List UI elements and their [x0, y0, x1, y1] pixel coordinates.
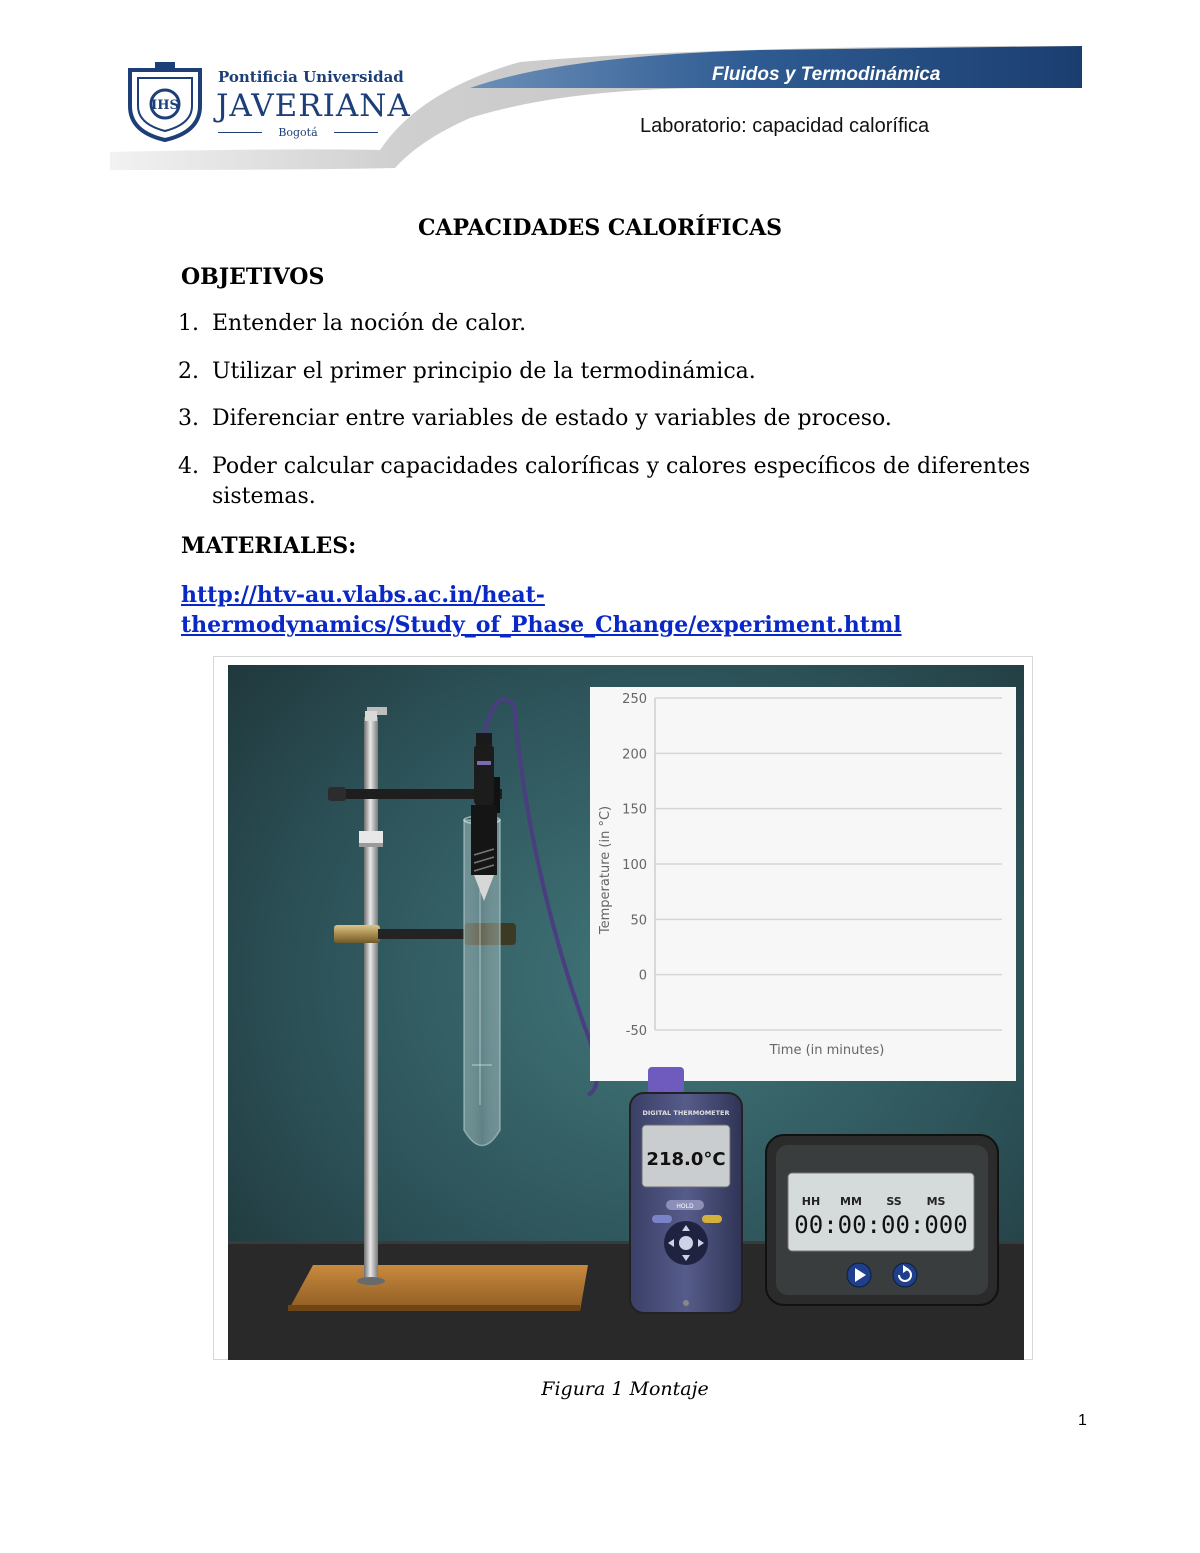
thermometer-hold-label: HOLD [676, 1203, 694, 1210]
objective-item [178, 454, 1030, 479]
objective-number: 3. [178, 406, 199, 431]
stopwatch [766, 1135, 998, 1305]
timer-unit-label: SS [886, 1195, 902, 1208]
thermometer-reading: 218.0°C [646, 1149, 726, 1170]
objective-text-continuation: sistemas. [212, 484, 316, 509]
timer-unit-label: MM [840, 1195, 862, 1208]
university-crest-icon [122, 60, 208, 142]
chart-y-tick-label: 50 [630, 913, 647, 929]
materials-link-line1[interactable]: http://htv-au.vlabs.ac.in/heat- [181, 582, 545, 608]
objective-number: 4. [178, 454, 199, 479]
digital-thermometer [630, 1067, 742, 1313]
university-name-line2: JAVERIANA [216, 88, 411, 124]
objective-item [178, 406, 892, 431]
chart-y-tick-label: 150 [622, 802, 647, 818]
lab-setup-figure [228, 665, 1024, 1360]
objective-item [178, 359, 756, 384]
chart-x-axis-label: Time (in minutes) [769, 1043, 885, 1058]
figure-caption: Figura 1 Montaje [541, 1378, 709, 1400]
timer-unit-label: MS [926, 1195, 946, 1208]
timer-unit-label: HH [801, 1195, 821, 1208]
chart-y-axis-label: Temperature (in °C) [598, 805, 613, 935]
temperature-chart [590, 687, 1016, 1081]
objective-text: Entender la noción de calor. [212, 311, 527, 336]
university-logo [122, 60, 411, 142]
objective-text: Diferenciar entre variables de estado y variables de proceso. [212, 406, 892, 431]
objectives-heading: OBJETIVOS [181, 264, 325, 290]
chart-y-tick-label: -50 [625, 1024, 647, 1039]
timer-display: 00:00:00:000 [794, 1211, 968, 1239]
objective-item [178, 311, 526, 336]
materials-link-line2[interactable]: thermodynamics/Study_of_Phase_Change/experiment.html [181, 612, 902, 638]
university-name-line1: Pontificia Universidad [218, 68, 404, 86]
logo-rule-right [334, 132, 378, 133]
page-header [0, 0, 1200, 180]
lab-title: Laboratorio: capacidad calorífica [640, 115, 930, 137]
course-name: Fluidos y Termodinámica [712, 64, 941, 85]
objective-text: Poder calcular capacidades caloríficas y calores específicos de diferentes [212, 454, 1031, 479]
thermometer-brand: DIGITAL THERMOMETER [642, 1109, 730, 1117]
chart-y-tick-label: 100 [622, 858, 647, 873]
objective-number: 2. [178, 359, 199, 384]
page-number: 1 [1078, 1412, 1087, 1429]
chart-y-tick-label: 0 [638, 968, 647, 984]
chart-y-tick-label: 250 [622, 692, 647, 707]
objective-text: Utilizar el primer principio de la termodinámica. [212, 359, 756, 384]
university-city: Bogotá [278, 126, 318, 139]
objective-number: 1. [178, 311, 199, 336]
materials-heading: MATERIALES: [181, 533, 357, 559]
chart-y-tick-label: 200 [622, 747, 647, 763]
lab-setup-illustration [228, 665, 1024, 1360]
chart-background [590, 687, 1016, 1081]
thermometer-right-button[interactable] [702, 1215, 722, 1223]
document-title: CAPACIDADES CALORÍFICAS [417, 215, 783, 241]
thermometer-left-button[interactable] [652, 1215, 672, 1223]
svg-text:IHS: IHS [151, 98, 179, 113]
